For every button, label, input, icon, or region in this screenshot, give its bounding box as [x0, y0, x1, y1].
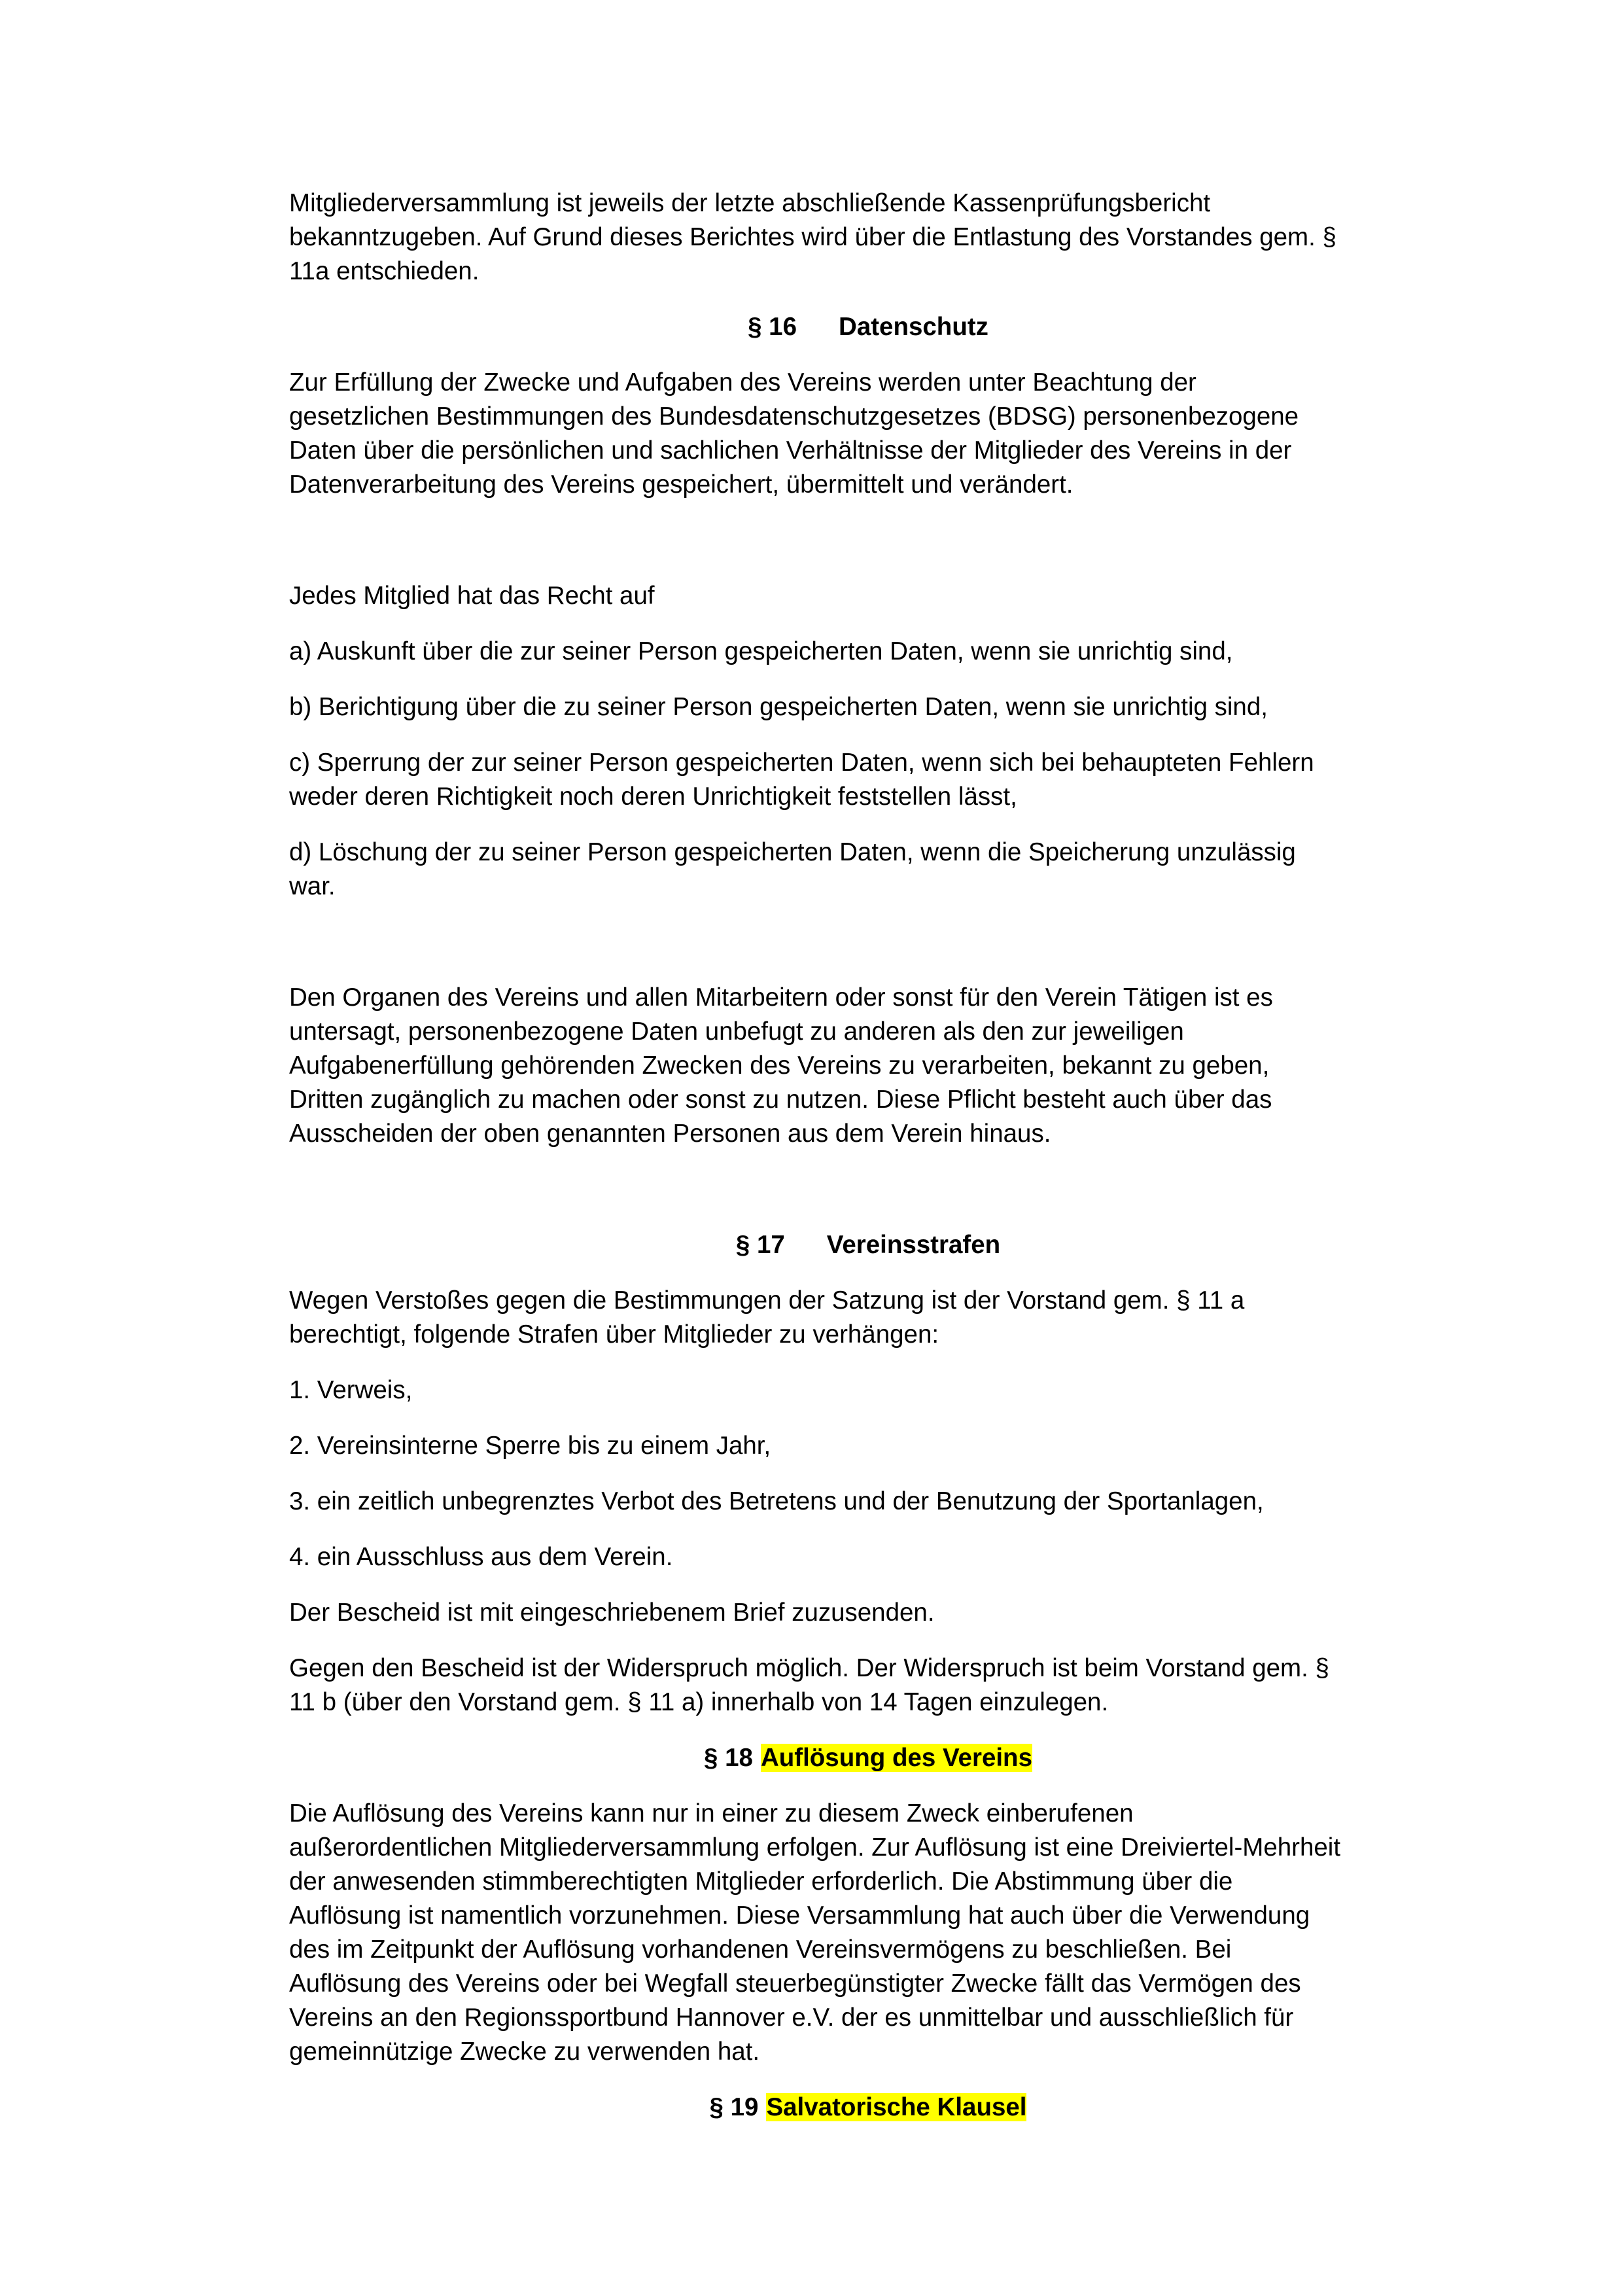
list-item-sperre: 2. Vereinsinterne Sperre bis zu einem Jahr,: [289, 1432, 771, 1460]
list-item-sperrung: c) Sperrung der zur seiner Person gespeicherten Daten, wenn sich bei behaupteten Fehlern weder deren Richtigkeit noch deren Unrichtigkeit feststellen lässt,: [289, 749, 1314, 811]
paragraph-aufloesung: Die Auflösung des Vereins kann nur in einer zu diesem Zweck einberufenen außerordentlichen Mitgliederversammlung erfolgen. Zur Auflösung ist eine Dreiviertel-Mehrheit der anwesenden stimmberechtigten Mitglieder erforderlich. Die Abstimmung über die Auflösung ist namentlich vorzunehmen. Diese Versammlung hat auch über die Verwendung des im Zeitpunkt der Auflösung vorhandenen Vereinsvermögens zu beschließen. Bei Auflösung des Vereins oder bei Wegfall steuerbegünstigter Zwecke fällt das Vermögen des Vereins an den Regionssportbund Hannover e.V. der es unmittelbar und ausschließlich für gemeinnützige Zwecke zu verwenden hat.: [289, 1799, 1341, 2066]
section-19-title: Salvatorische Klausel: [766, 2093, 1027, 2121]
paragraph-organe: Den Organen des Vereins und allen Mitarbeitern oder sonst für den Verein Tätigen ist es untersagt, personenbezogene Daten unbefugt zu anderen als den zur jeweiligen Aufgabenerfüllung gehörenden Zwecken des Vereins zu verarbeiten, bekannt zu geben, Dritten zugänglich zu machen oder sonst zu nutzen. Diese Pflicht besteht auch über das Ausscheiden der oben genannten Personen aus dem Verein hinaus.: [289, 983, 1273, 1148]
paragraph-kassenpruefung: Mitgliederversammlung ist jeweils der letzte abschließende Kassenprüfungsbericht bekanntzugeben. Auf Grund dieses Berichtes wird über die Entlastung des Vorstandes gem. § 11a entschieden.: [289, 189, 1336, 285]
list-item-berichtigung: b) Berichtigung über die zu seiner Person gespeicherten Daten, wenn sie unrichtig sind,: [289, 693, 1268, 721]
section-18-heading: [289, 1741, 1447, 1775]
section-18-title: Auflösung des Vereins: [760, 1744, 1032, 1772]
paragraph-recht-auf: Jedes Mitglied hat das Recht auf: [289, 582, 655, 610]
list-item-verweis: 1. Verweis,: [289, 1376, 413, 1404]
paragraph-verstoss: Wegen Verstoßes gegen die Bestimmungen der Satzung ist der Vorstand gem. § 11 a berechtigt, folgende Strafen über Mitglieder zu verhängen:: [289, 1286, 1245, 1349]
section-16-heading: [289, 310, 1447, 344]
section-19-number: § 19: [709, 2093, 759, 2121]
section-17-number: § 17: [735, 1231, 785, 1259]
list-item-auskunft: a) Auskunft über die zur seiner Person gespeicherten Daten, wenn sie unrichtig sind,: [289, 637, 1233, 665]
paragraph-widerspruch: Gegen den Bescheid ist der Widerspruch möglich. Der Widerspruch ist beim Vorstand gem. § 11 b (über den Vorstand gem. § 11 a) innerhalb von 14 Tagen einzulegen.: [289, 1654, 1329, 1716]
list-item-verbot: 3. ein zeitlich unbegrenztes Verbot des Betretens und der Benutzung der Sportanlagen,: [289, 1487, 1264, 1515]
document-page: [289, 186, 1447, 2146]
paragraph-bescheid: Der Bescheid ist mit eingeschriebenem Brief zuzusenden.: [289, 1598, 935, 1627]
list-item-loeschung: d) Löschung der zu seiner Person gespeicherten Daten, wenn die Speicherung unzulässig war.: [289, 838, 1296, 900]
section-19-heading: [289, 2091, 1447, 2125]
section-17-title: Vereinsstrafen: [826, 1231, 1001, 1259]
section-18-number: § 18: [704, 1744, 753, 1772]
section-16-number: § 16: [748, 313, 797, 341]
paragraph-datenschutz-intro: Zur Erfüllung der Zwecke und Aufgaben des Vereins werden unter Beachtung der gesetzlichen Bestimmungen des Bundesdatenschutzgesetzes (BDSG) personenbezogene Daten über die persönlichen und sachlichen Verhältnisse der Mitglieder des Vereins in der Datenverarbeitung des Vereins gespeichert, übermittelt und verändert.: [289, 368, 1299, 499]
section-17-heading: [289, 1228, 1447, 1262]
section-16-title: Datenschutz: [839, 313, 988, 341]
list-item-ausschluss: 4. ein Ausschluss aus dem Verein.: [289, 1543, 673, 1571]
